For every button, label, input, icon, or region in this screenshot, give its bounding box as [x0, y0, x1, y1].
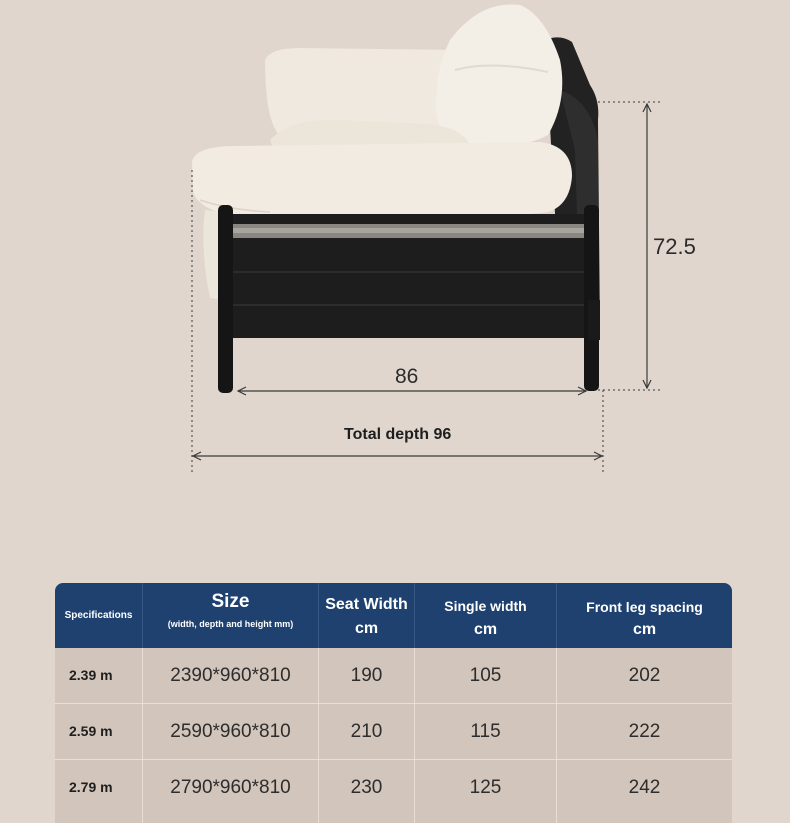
- seat-depth-dimension-label: 86: [395, 365, 419, 388]
- cell-spec: 2.79 m: [69, 779, 113, 795]
- height-dimension-label: 72.5: [653, 234, 696, 259]
- header-specifications-label: Specifications: [64, 610, 133, 621]
- table-row: [55, 760, 732, 815]
- total-depth-dimension-label: Total depth 96: [344, 426, 452, 443]
- header-single-width-label: Single width: [444, 598, 527, 614]
- header-seat-width-label: Seat Width: [325, 596, 408, 613]
- header-front-leg: [557, 583, 732, 648]
- header-size-sub: (width, depth and height mm): [167, 619, 294, 629]
- table-header: [55, 583, 732, 648]
- header-seat-width: [319, 583, 414, 648]
- table-row: [55, 704, 732, 759]
- cell-seat-width: 210: [350, 721, 383, 742]
- cell-single-width: 105: [469, 665, 502, 686]
- table-row: [55, 648, 732, 703]
- cell-seat-width: 190: [350, 665, 383, 686]
- cell-size: 2790*960*810: [170, 777, 291, 798]
- cell-spec: 2.39 m: [69, 667, 113, 683]
- header-single-width-unit: cm: [473, 621, 498, 638]
- cell-size: 2590*960*810: [170, 721, 291, 742]
- cell-front-leg: 202: [628, 665, 661, 686]
- cell-front-leg: 222: [628, 721, 661, 742]
- cell-size: 2390*960*810: [170, 665, 291, 686]
- header-size: [143, 583, 318, 648]
- specification-table: [55, 583, 732, 823]
- header-specifications: [55, 583, 142, 648]
- header-size-label: Size: [211, 591, 250, 612]
- cell-single-width: 115: [470, 721, 501, 742]
- sofa-illustration: [192, 4, 600, 393]
- cell-spec: 2.59 m: [69, 723, 113, 739]
- table-body: [55, 648, 732, 823]
- cell-seat-width: 230: [350, 777, 383, 798]
- header-single-width: [415, 583, 556, 648]
- header-seat-width-unit: cm: [354, 620, 379, 637]
- cell-single-width: 125: [469, 777, 502, 798]
- header-front-leg-unit: cm: [632, 621, 657, 638]
- cell-front-leg: 242: [628, 777, 661, 798]
- header-front-leg-label: Front leg spacing: [586, 599, 703, 615]
